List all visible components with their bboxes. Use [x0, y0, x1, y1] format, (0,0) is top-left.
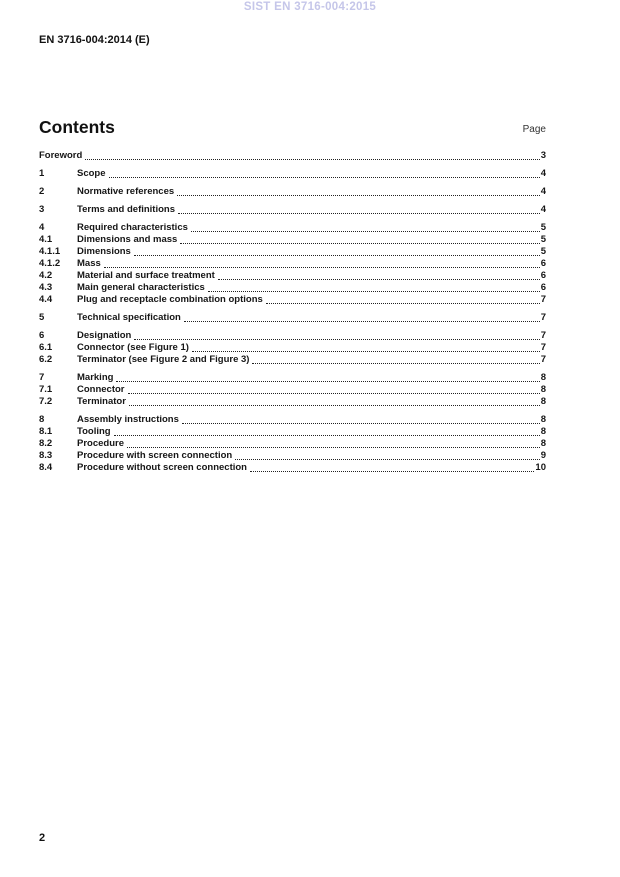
- toc-leader-dots: [218, 279, 540, 280]
- toc-entry: [39, 246, 546, 258]
- toc-entry-number: 4.1.2: [39, 258, 61, 269]
- toc-entry-title: Scope: [77, 168, 106, 179]
- toc-entry-title: Dimensions and mass: [77, 234, 178, 245]
- toc-leader-dots: [180, 243, 539, 244]
- toc-entry: [39, 234, 546, 246]
- toc-entry-number: 8.4: [39, 462, 53, 473]
- toc-leader-dots: [104, 267, 540, 268]
- toc-entry-page: 7: [540, 354, 546, 365]
- toc-leader-dots: [129, 405, 540, 406]
- toc-entry-page: 9: [540, 450, 546, 461]
- toc-entry-page: 5: [540, 234, 546, 245]
- toc-leader-dots: [184, 321, 540, 322]
- toc-entry-number: 1: [39, 168, 45, 179]
- toc-leader-dots: [208, 291, 540, 292]
- toc-entry-page: 6: [540, 282, 546, 293]
- toc-entry-title: Foreword: [39, 150, 83, 161]
- toc-entry-page: 8: [540, 438, 546, 449]
- toc-entry-page: 10: [535, 462, 546, 473]
- toc-entry-title: Marking: [77, 372, 114, 383]
- toc-leader-dots: [252, 363, 539, 364]
- toc-entry-number: 4: [39, 222, 45, 233]
- toc-entry: [39, 168, 546, 180]
- toc-entry-number: 2: [39, 186, 45, 197]
- toc-entry-title: Connector: [77, 384, 125, 395]
- toc-entry-number: 7: [39, 372, 45, 383]
- toc-entry-title: Dimensions: [77, 246, 131, 257]
- toc-entry: [39, 150, 546, 162]
- toc-entry-title: Procedure without screen connection: [77, 462, 247, 473]
- toc-entry: [39, 384, 546, 396]
- toc-leader-dots: [191, 231, 540, 232]
- toc-entry-title: Connector (see Figure 1): [77, 342, 189, 353]
- toc-entry-title: Terminator (see Figure 2 and Figure 3): [77, 354, 250, 365]
- toc-entry: [39, 294, 546, 306]
- toc-entry-title: Terms and definitions: [77, 204, 176, 215]
- toc-entry-number: 5: [39, 312, 45, 323]
- toc-leader-dots: [116, 381, 539, 382]
- contents-heading: Contents: [39, 117, 115, 137]
- toc-entry-number: 8.1: [39, 426, 53, 437]
- toc-entry-page: 4: [540, 186, 546, 197]
- toc-entry-title: Material and surface treatment: [77, 270, 215, 281]
- toc-entry: [39, 414, 546, 426]
- toc-entry: [39, 222, 546, 234]
- toc-leader-dots: [114, 435, 540, 436]
- toc-entry-number: 4.4: [39, 294, 53, 305]
- toc-entry-number: 3: [39, 204, 45, 215]
- toc-entry-number: 6.1: [39, 342, 53, 353]
- toc-entry: [39, 270, 546, 282]
- toc-entry-page: 8: [540, 414, 546, 425]
- toc-entry-title: Technical specification: [77, 312, 181, 323]
- toc-entry: [39, 354, 546, 366]
- toc-entry-number: 6: [39, 330, 45, 341]
- toc-entry: [39, 312, 546, 324]
- toc-entry-page: 5: [540, 246, 546, 257]
- toc-entry-title: Terminator: [77, 396, 126, 407]
- toc-leader-dots: [250, 471, 534, 472]
- page-column-label: Page: [522, 124, 546, 135]
- toc-entry-number: 6.2: [39, 354, 53, 365]
- toc-entry-number: 8.3: [39, 450, 53, 461]
- toc-list: [39, 150, 546, 474]
- document-reference: EN 3716-004:2014 (E): [39, 34, 150, 46]
- toc-entry-title: Mass: [77, 258, 101, 269]
- toc-entry-page: 7: [540, 312, 546, 323]
- toc-leader-dots: [192, 351, 540, 352]
- toc-entry-title: Designation: [77, 330, 132, 341]
- toc-entry: [39, 258, 546, 270]
- toc-entry-number: 4.3: [39, 282, 53, 293]
- toc-entry-page: 7: [540, 294, 546, 305]
- toc-entry: [39, 450, 546, 462]
- toc-entry-page: 8: [540, 426, 546, 437]
- toc-entry-page: 4: [540, 168, 546, 179]
- toc-entry-title: Tooling: [77, 426, 111, 437]
- toc-entry-title: Procedure: [77, 438, 124, 449]
- toc-entry-page: 8: [540, 384, 546, 395]
- toc-leader-dots: [178, 213, 540, 214]
- toc-entry-number: 7.1: [39, 384, 53, 395]
- toc-entry-title: Required characteristics: [77, 222, 188, 233]
- toc-entry-number: 4.2: [39, 270, 53, 281]
- toc-entry: [39, 462, 546, 474]
- footer-page-number: 2: [39, 832, 46, 844]
- toc-leader-dots: [109, 177, 540, 178]
- toc-entry-number: 4.1.1: [39, 246, 61, 257]
- toc-entry: [39, 438, 546, 450]
- toc-entry-page: 7: [540, 342, 546, 353]
- toc-entry-title: Normative references: [77, 186, 175, 197]
- toc-entry-page: 4: [540, 204, 546, 215]
- toc-entry-title: Assembly instructions: [77, 414, 179, 425]
- toc-entry-number: 4.1: [39, 234, 53, 245]
- toc-leader-dots: [134, 255, 540, 256]
- toc-entry: [39, 282, 546, 294]
- toc-leader-dots: [134, 339, 539, 340]
- toc-entry-page: 7: [540, 330, 546, 341]
- toc-leader-dots: [266, 303, 540, 304]
- toc-entry: [39, 186, 546, 198]
- toc-entry-number: 8: [39, 414, 45, 425]
- toc-leader-dots: [127, 447, 540, 448]
- toc-entry: [39, 396, 546, 408]
- toc-entry-page: 3: [540, 150, 546, 161]
- toc-entry-title: Plug and receptacle combination options: [77, 294, 263, 305]
- toc-leader-dots: [128, 393, 540, 394]
- toc-entry: [39, 426, 546, 438]
- toc-entry: [39, 204, 546, 216]
- toc-leader-dots: [177, 195, 540, 196]
- toc-entry-number: 7.2: [39, 396, 53, 407]
- watermark-text: SIST EN 3716-004:2015: [243, 1, 377, 13]
- toc-leader-dots: [182, 423, 540, 424]
- toc-entry-page: 8: [540, 372, 546, 383]
- toc-entry-page: 6: [540, 270, 546, 281]
- toc-entry: [39, 330, 546, 342]
- toc-leader-dots: [85, 159, 539, 160]
- toc-entry: [39, 372, 546, 384]
- toc-entry-title: Procedure with screen connection: [77, 450, 233, 461]
- toc-entry: [39, 342, 546, 354]
- toc-entry-page: 8: [540, 396, 546, 407]
- toc-entry-title: Main general characteristics: [77, 282, 205, 293]
- toc-entry-page: 5: [540, 222, 546, 233]
- toc-entry-page: 6: [540, 258, 546, 269]
- toc-leader-dots: [235, 459, 539, 460]
- toc-entry-number: 8.2: [39, 438, 53, 449]
